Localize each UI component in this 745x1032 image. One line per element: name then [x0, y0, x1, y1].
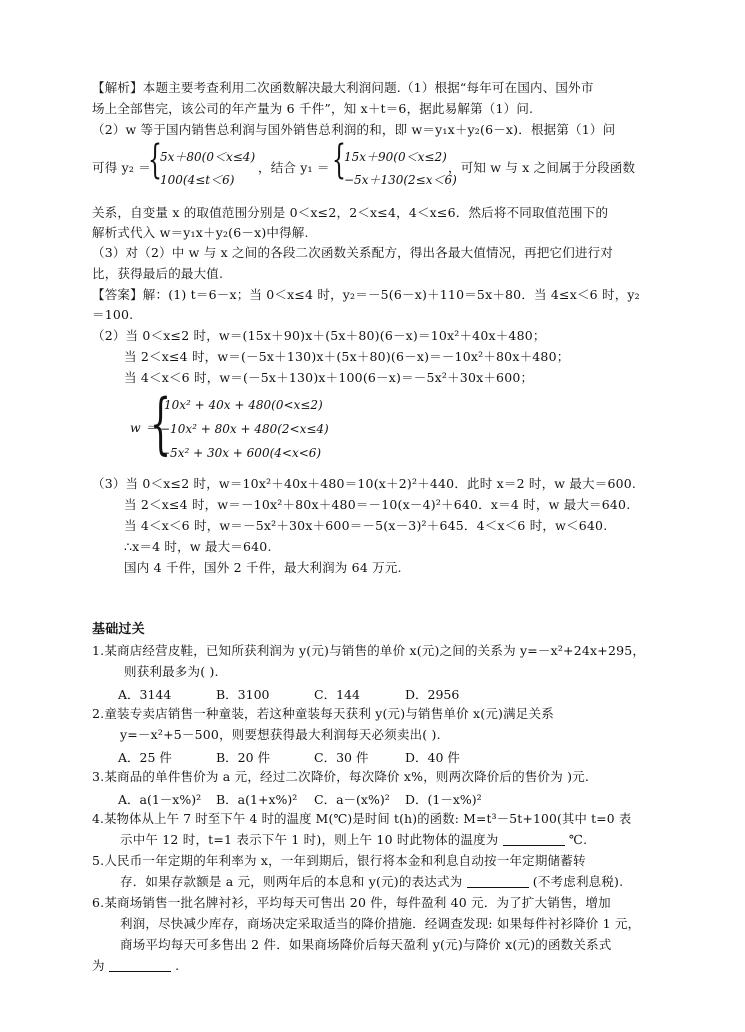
q2-line-1: 2.童装专卖店销售一种童装，若这种童装每天获利 y(元)与销售单价 x(元)满足关系	[92, 706, 554, 721]
analysis-line-1: 【解析】本题主要考查利用二次函数解决最大利润问题.（1）根据“每年可在国内、国外市	[92, 80, 594, 95]
answer-line-5: 当 4＜x＜6 时，w＝(－5x＋130)x＋100(6－x)＝－5x²＋30x＋600；	[124, 370, 534, 385]
q5-line-1: 5.人民币一年定期的年利率为 x，一年到期后，银行将本金和利息自动按一年定期储蓄转	[92, 853, 586, 868]
y2-case-1: 5x＋80(0＜x≤4)	[160, 150, 256, 164]
q3-option-a: A．a(1－x%)²	[118, 792, 202, 807]
answer-3-line-4: ∴x＝4 时，w 最大＝640.	[124, 539, 272, 554]
y1-case-1: 15x＋90(0＜x≤2)	[344, 150, 447, 164]
answer-3-line-2: 当 2＜x≤4 时，w＝－10x²＋80x＋480＝－10(x－4)²＋640．x＝4 时，w 最大＝640.	[124, 497, 631, 512]
y2-piecewise: { 5x＋80(0＜x≤4) 100(4≤t＜6)	[148, 137, 256, 187]
q1-line-2: 则获利最多为( ).	[124, 664, 219, 679]
w-label: w ＝	[130, 420, 158, 435]
q2-option-b: B．20 件	[216, 750, 271, 765]
q6-line-4	[92, 958, 179, 974]
answer-line-1: 【答案】解：(1) t＝6－x；当 0＜x≤4 时，y₂＝－5(6－x)＋110＝5x＋80．当 4≤x＜6 时，y₂	[92, 287, 640, 302]
analysis-line-6: 解析式代入 w＝y₁x＋y₂(6－x)中得解.	[92, 225, 309, 240]
q1-option-b: B．3100	[216, 687, 270, 702]
q6-line-4-text: 为	[92, 958, 105, 973]
y1-piecewise: { 15x＋90(0＜x≤2) −5x＋130(2≤x＜6)	[332, 137, 457, 187]
analysis-line-4a: 可得 y₂ ＝	[92, 160, 151, 175]
analysis-line-4b: ，结合 y₁ ＝	[258, 160, 330, 175]
q3-line-1: 3.某商品的单件售价为 a 元，经过二次降价，每次降价 x%，则两次降价后的售价为 )元.	[92, 769, 590, 784]
answer-3-line-3: 当 4＜x＜6 时，w＝－5x²＋30x＋600＝－5(x－3)²＋645．4＜x＜6 时，w＜640.	[124, 518, 608, 533]
q4-line-2	[120, 832, 587, 848]
q3-option-c: C．a－(x%)²	[314, 792, 390, 807]
q2-line-2: y=－x²+5－500，则要想获得最大利润每天必须卖出( ).	[120, 727, 441, 742]
q4-line-2-unit: ℃.	[568, 832, 588, 847]
analysis-line-8: 比，获得最后的最大值.	[92, 266, 224, 281]
answer-line-2: ＝100.	[92, 307, 134, 322]
q4-line-1: 4.某物体从上午 7 时至下午 4 时的温度 M(℃)是时间 t(h)的函数: M=t³－5t+100(其中 t=0 表	[92, 812, 632, 826]
w-piecewise: { 10x² + 40x + 480(0<x≤2) −10x² + 80x + 480(2<x≤4) −5x² + 30x + 600(4<x<6)	[150, 385, 329, 462]
analysis-line-3: （2）w 等于国内销售总利润与国外销售总利润的和，即 w＝y₁x＋y₂(6－x)．根据第（1）问	[92, 122, 616, 137]
q3-option-d: D．(1－x%)²	[405, 792, 482, 807]
q1-option-d: D．2956	[405, 687, 460, 702]
q6-line-1: 6.某商场销售一批名牌衬衫，平均每天可售出 20 件，每件盈利 40 元．为了扩大销售，增加	[92, 895, 611, 910]
section-title: 基础过关	[92, 622, 145, 637]
q2-option-a: A．25 件	[118, 750, 172, 765]
q1-line-1: 1.某商店经营皮鞋，已知所获利润为 y(元)与销售的单价 x(元)之间的关系为 y=－x²+24x+295，	[92, 643, 646, 658]
analysis-line-7: （3）对（2）中 w 与 x 之间的各段二次函数关系配方，得出各最大值情况，再把它们进行对	[92, 245, 614, 260]
q2-option-d: D．40 件	[405, 750, 460, 765]
analysis-line-4c: ，可知 w 与 x 之间属于分段函数	[448, 160, 636, 175]
q3-option-b: B．a(1+x%)²	[216, 792, 298, 807]
w-case-2: −10x² + 80x + 480(2<x≤4)	[160, 422, 329, 436]
q6-answer-blank[interactable]	[109, 959, 171, 972]
y1-case-2: −5x＋130(2≤x＜6)	[344, 173, 457, 187]
q6-line-4-end: .	[175, 958, 180, 973]
answer-3-line-1: （3）当 0＜x≤2 时，w＝10x²＋40x＋480＝10(x＋2)²＋440．此时 x＝2 时，w 最大＝600.	[92, 476, 637, 491]
analysis-line-2: 场上全部售完，该公司的年产量为 6 千件”，知 x＋t＝6，据此易解第（1）问.	[92, 101, 534, 116]
w-case-3: −5x² + 30x + 600(4<x<6)	[160, 446, 322, 460]
q6-line-2: 利润，尽快减少库存，商场决定采取适当的降价措施．经调查发现: 如果每件衬衫降价 1 元，	[120, 916, 641, 931]
answer-3-line-5: 国内 4 千件，国外 2 千件，最大利润为 64 万元.	[124, 560, 402, 575]
q2-option-c: C．30 件	[314, 750, 369, 765]
w-case-1: 10x² + 40x + 480(0<x≤2)	[164, 398, 323, 412]
q5-line-2-text: 存．如果存款额是 a 元，则两年后的本息和 y(元)的表达式为	[120, 874, 463, 889]
answer-line-3: （2）当 0＜x≤2 时，w＝(15x＋90)x＋(5x＋80)(6－x)＝10x²＋40x＋480；	[92, 328, 546, 343]
q5-line-2	[120, 874, 623, 890]
q5-answer-blank[interactable]	[467, 875, 529, 888]
q4-line-2-text: 示中午 12 时，t=1 表示下午 1 时)，则上午 10 时此物体的温度为	[120, 832, 499, 847]
analysis-line-5: 关系，自变量 x 的取值范围分别是 0＜x≤2，2＜x≤4，4＜x≤6．然后将不同取值范围下的	[92, 205, 609, 220]
answer-line-4: 当 2＜x≤4 时，w＝(－5x＋130)x＋(5x＋80)(6－x)＝－10x²＋80x＋480；	[124, 349, 570, 364]
q1-option-a: A．3144	[118, 687, 172, 702]
q5-line-2-note: (不考虑利息税).	[532, 874, 624, 889]
y2-case-2: 100(4≤t＜6)	[160, 173, 235, 187]
q6-line-3: 商场平均每天可多售出 2 件．如果商场降价后每天盈利 y(元)与降价 x(元)的函数关系式	[120, 937, 612, 952]
q1-option-c: C．144	[314, 687, 360, 702]
q4-answer-blank[interactable]	[503, 833, 565, 846]
